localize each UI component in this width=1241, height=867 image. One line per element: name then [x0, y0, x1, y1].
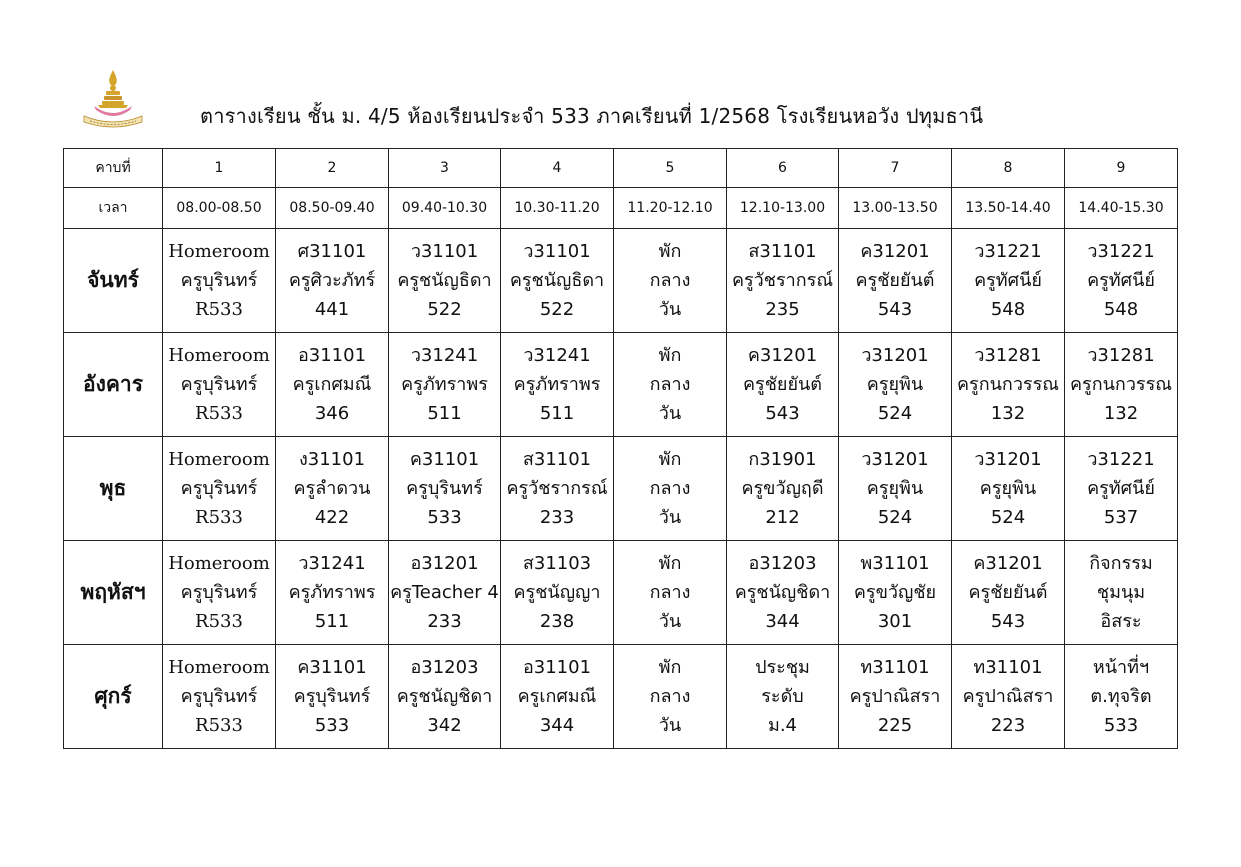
- period-time: 10.30-11.20: [501, 188, 614, 229]
- subject-code: ว31241: [523, 345, 591, 366]
- subject-code: พัก: [658, 449, 682, 470]
- teacher-name: ชุมนุม: [1096, 582, 1146, 603]
- period-number: 3: [389, 149, 501, 188]
- subject-code: ว31201: [861, 345, 929, 366]
- period-time: 08.50-09.40: [276, 188, 389, 229]
- room-number: 212: [765, 507, 800, 528]
- teacher-name: ครูปาณิสรา: [849, 686, 941, 707]
- subject-code: ค31201: [747, 345, 818, 366]
- schedule-cell: [163, 645, 276, 749]
- schedule-cell: [839, 645, 952, 749]
- subject-code: พัก: [658, 657, 682, 678]
- teacher-name: ต.ทุจริต: [1090, 686, 1152, 707]
- room-number: 543: [877, 299, 913, 320]
- teacher-name: ครูบุรินทร์: [406, 478, 483, 499]
- schedule-cell: [389, 541, 501, 645]
- period-time: 12.10-13.00: [727, 188, 839, 229]
- teacher-name: ครูเกศมณี: [517, 686, 597, 707]
- room-number: 235: [765, 299, 800, 320]
- day-row: [64, 645, 1178, 749]
- room-number: 441: [314, 299, 350, 320]
- teacher-name: ครูยุพิน: [979, 478, 1037, 499]
- teacher-name: ครูวัชรากรณ์: [731, 270, 834, 291]
- time-label: เวลา: [64, 188, 163, 229]
- schedule-cell: [952, 333, 1065, 437]
- subject-code: ค31101: [297, 657, 367, 678]
- day-name: พฤหัสฯ: [64, 541, 163, 645]
- subject-code: ท31101: [973, 657, 1043, 678]
- room-number: อิสระ: [1100, 611, 1142, 632]
- teacher-name: ครูชนัญธิดา: [509, 270, 605, 291]
- period-label: คาบที่: [64, 149, 163, 188]
- teacher-name: ครูขวัญฤดี: [741, 478, 824, 499]
- schedule-cell: [1065, 541, 1178, 645]
- day-row: [64, 437, 1178, 541]
- page-title: ตารางเรียน ชั้น ม. 4/5 ห้องเรียนประจำ 533 ภาคเรียนที่ 1/2568 โรงเรียนหอวัง ปทุมธานี: [200, 104, 984, 128]
- subject-code: อ31201: [410, 553, 479, 574]
- day-name: อังคาร: [64, 333, 163, 437]
- subject-code: ว31201: [861, 449, 929, 470]
- schedule-cell: [952, 541, 1065, 645]
- subject-code: ว31101: [410, 241, 479, 262]
- teacher-name: ระดับ: [761, 686, 804, 707]
- schedule-cell: [952, 229, 1065, 333]
- teacher-name: ครูปาณิสรา: [962, 686, 1054, 707]
- teacher-name: ครูชัยยันต์: [968, 582, 1048, 603]
- period-time: 11.20-12.10: [614, 188, 727, 229]
- room-number: ม.4: [767, 715, 798, 736]
- schedule-cell: [389, 437, 501, 541]
- schedule-cell: [727, 229, 839, 333]
- subject-code: ส31101: [748, 241, 817, 262]
- room-number: 511: [314, 611, 350, 632]
- room-number: 422: [314, 507, 350, 528]
- teacher-name: ครูกนกวรรณ: [957, 374, 1059, 395]
- room-number: วัน: [658, 611, 682, 632]
- day-name: ศุกร์: [64, 645, 163, 749]
- schedule-cell: [614, 229, 727, 333]
- teacher-name: ครูบุรินทร์: [180, 582, 258, 603]
- room-number: วัน: [658, 299, 682, 320]
- teacher-name: ครูบุรินทร์: [180, 686, 258, 707]
- room-number: 344: [765, 611, 800, 632]
- teacher-name: ครูทัศนีย์: [974, 270, 1042, 291]
- teacher-name: ครูชัยยันต์: [742, 374, 822, 395]
- subject-code: Homeroom: [168, 657, 270, 678]
- room-number: 533: [427, 507, 462, 528]
- schedule-cell: [839, 437, 952, 541]
- room-number: 533: [1103, 715, 1139, 736]
- teacher-name: ครูศิวะภัทร์: [288, 270, 376, 291]
- room-number: วัน: [658, 507, 682, 528]
- period-time: 13.00-13.50: [839, 188, 952, 229]
- schedule-cell: [839, 229, 952, 333]
- subject-code: ส31103: [522, 553, 592, 574]
- room-number: 522: [427, 299, 462, 320]
- period-header-row: [64, 149, 1178, 188]
- teacher-name: ครูชนัญธิดา: [397, 270, 492, 291]
- schedule-cell: [501, 437, 614, 541]
- subject-code: ว31101: [523, 241, 591, 262]
- schedule-cell: [276, 333, 389, 437]
- room-number: R533: [195, 403, 243, 424]
- subject-code: ประชุม: [755, 657, 810, 678]
- subject-code: ค31201: [860, 241, 930, 262]
- subject-code: ว31221: [1087, 241, 1155, 262]
- teacher-name: กลาง: [649, 686, 691, 707]
- schedule-cell: [839, 541, 952, 645]
- room-number: 225: [877, 715, 913, 736]
- schedule-cell: [276, 437, 389, 541]
- room-number: วัน: [658, 715, 682, 736]
- schedule-table: [63, 148, 1178, 749]
- subject-code: หน้าที่ฯ: [1092, 657, 1150, 678]
- subject-code: ก31901: [748, 449, 817, 470]
- room-number: 511: [539, 403, 575, 424]
- room-number: R533: [195, 715, 243, 736]
- period-time: 08.00-08.50: [163, 188, 276, 229]
- schedule-cell: [1065, 437, 1178, 541]
- teacher-name: ครูชนัญชิดา: [396, 686, 493, 707]
- room-number: 132: [990, 403, 1026, 424]
- room-number: R533: [195, 299, 243, 320]
- subject-code: ค31201: [973, 553, 1043, 574]
- day-name: จันทร์: [64, 229, 163, 333]
- subject-code: ส31101: [522, 449, 592, 470]
- subject-code: ว31241: [298, 553, 366, 574]
- schedule-cell: [276, 541, 389, 645]
- subject-code: ง31101: [298, 449, 366, 470]
- teacher-name: ครูยุพิน: [866, 478, 924, 499]
- schedule-cell: [727, 541, 839, 645]
- period-number: 1: [163, 149, 276, 188]
- day-row: [64, 541, 1178, 645]
- schedule-cell: [501, 229, 614, 333]
- room-number: 537: [1103, 507, 1139, 528]
- schedule-cell: [163, 437, 276, 541]
- subject-code: ว31281: [1087, 345, 1155, 366]
- subject-code: พัก: [658, 553, 682, 574]
- schedule-cell: [1065, 645, 1178, 749]
- subject-code: ค31101: [409, 449, 480, 470]
- schedule-cell: [614, 541, 727, 645]
- room-number: R533: [195, 611, 243, 632]
- subject-code: อ31101: [297, 345, 367, 366]
- teacher-name: ครูขวัญชัย: [853, 582, 937, 603]
- teacher-name: ครูบุรินทร์: [180, 270, 258, 291]
- teacher-name: ครูภัทราพร: [513, 374, 601, 395]
- room-number: 346: [314, 403, 350, 424]
- teacher-name: ครูยุพิน: [866, 374, 924, 395]
- teacher-name: ครูทัศนีย์: [1087, 478, 1155, 499]
- teacher-name: ครูชนัญญา: [513, 582, 601, 603]
- period-number: 9: [1065, 149, 1178, 188]
- teacher-name: ครูชัยยันต์: [855, 270, 935, 291]
- schedule-cell: [501, 645, 614, 749]
- room-number: 238: [539, 611, 575, 632]
- room-number: 543: [765, 403, 800, 424]
- subject-code: พ31101: [860, 553, 930, 574]
- teacher-name: ครูวัชรากรณ์: [506, 478, 608, 499]
- teacher-name: ครูภัทราพร: [401, 374, 488, 395]
- day-name: พุธ: [64, 437, 163, 541]
- room-number: 533: [314, 715, 350, 736]
- schedule-cell: [501, 541, 614, 645]
- period-number: 7: [839, 149, 952, 188]
- teacher-name: ครูบุรินทร์: [180, 478, 258, 499]
- schedule-cell: [163, 333, 276, 437]
- teacher-name: กลาง: [649, 374, 691, 395]
- schedule-cell: [389, 645, 501, 749]
- teacher-name: ครูภัทราพร: [288, 582, 376, 603]
- schedule-cell: [1065, 229, 1178, 333]
- period-time: 14.40-15.30: [1065, 188, 1178, 229]
- teacher-name: ครูบุรินทร์: [293, 686, 371, 707]
- schedule-cell: [952, 437, 1065, 541]
- subject-code: ท31101: [860, 657, 930, 678]
- school-emblem-icon: [80, 68, 146, 130]
- room-number: 548: [1103, 299, 1139, 320]
- room-number: 132: [1103, 403, 1139, 424]
- teacher-name: ครูบุรินทร์: [180, 374, 258, 395]
- schedule-cell: [727, 437, 839, 541]
- day-row: [64, 229, 1178, 333]
- subject-code: Homeroom: [168, 345, 270, 366]
- subject-code: ศ31101: [297, 241, 367, 262]
- period-time: 09.40-10.30: [389, 188, 501, 229]
- room-number: 233: [427, 611, 462, 632]
- teacher-name: ครูลำดวน: [293, 478, 371, 499]
- period-number: 8: [952, 149, 1065, 188]
- schedule-cell: [614, 645, 727, 749]
- period-time: 13.50-14.40: [952, 188, 1065, 229]
- teacher-name: กลาง: [649, 582, 691, 603]
- subject-code: Homeroom: [168, 449, 270, 470]
- teacher-name: ครูทัศนีย์: [1087, 270, 1155, 291]
- room-number: 522: [539, 299, 575, 320]
- period-number: 5: [614, 149, 727, 188]
- subject-code: อ31203: [410, 657, 479, 678]
- subject-code: Homeroom: [168, 241, 270, 262]
- schedule-cell: [1065, 333, 1178, 437]
- teacher-name: กลาง: [649, 270, 691, 291]
- room-number: 223: [990, 715, 1026, 736]
- schedule-cell: [727, 333, 839, 437]
- subject-code: พัก: [658, 241, 682, 262]
- subject-code: Homeroom: [168, 553, 270, 574]
- room-number: 511: [427, 403, 462, 424]
- subject-code: อ31203: [748, 553, 817, 574]
- room-number: 548: [990, 299, 1026, 320]
- subject-code: กิจกรรม: [1089, 553, 1153, 574]
- period-number: 4: [501, 149, 614, 188]
- room-number: 233: [539, 507, 575, 528]
- schedule-cell: [389, 229, 501, 333]
- schedule-cell: [276, 645, 389, 749]
- room-number: 301: [877, 611, 913, 632]
- teacher-name: ครูTeacher 4: [390, 582, 499, 603]
- schedule-cell: [276, 229, 389, 333]
- subject-code: อ31101: [522, 657, 592, 678]
- room-number: 342: [427, 715, 462, 736]
- teacher-name: ครูชนัญชิดา: [734, 582, 831, 603]
- schedule-cell: [614, 437, 727, 541]
- subject-code: ว31221: [1087, 449, 1155, 470]
- room-number: 524: [877, 403, 913, 424]
- schedule-cell: [389, 333, 501, 437]
- room-number: 543: [990, 611, 1026, 632]
- day-row: [64, 333, 1178, 437]
- room-number: 524: [877, 507, 913, 528]
- period-number: 6: [727, 149, 839, 188]
- subject-code: ว31201: [974, 449, 1042, 470]
- room-number: วัน: [658, 403, 682, 424]
- schedule-cell: [163, 541, 276, 645]
- room-number: 524: [990, 507, 1026, 528]
- subject-code: ว31221: [974, 241, 1042, 262]
- time-header-row: [64, 188, 1178, 229]
- schedule-cell: [501, 333, 614, 437]
- teacher-name: ครูเกศมณี: [292, 374, 372, 395]
- teacher-name: กลาง: [649, 478, 691, 499]
- schedule-cell: [839, 333, 952, 437]
- subject-code: ว31241: [410, 345, 479, 366]
- teacher-name: ครูกนกวรรณ: [1070, 374, 1172, 395]
- period-number: 2: [276, 149, 389, 188]
- subject-code: ว31281: [974, 345, 1042, 366]
- schedule-cell: [727, 645, 839, 749]
- room-number: R533: [195, 507, 243, 528]
- schedule-cell: [952, 645, 1065, 749]
- schedule-cell: [614, 333, 727, 437]
- room-number: 344: [539, 715, 575, 736]
- schedule-cell: [163, 229, 276, 333]
- subject-code: พัก: [658, 345, 682, 366]
